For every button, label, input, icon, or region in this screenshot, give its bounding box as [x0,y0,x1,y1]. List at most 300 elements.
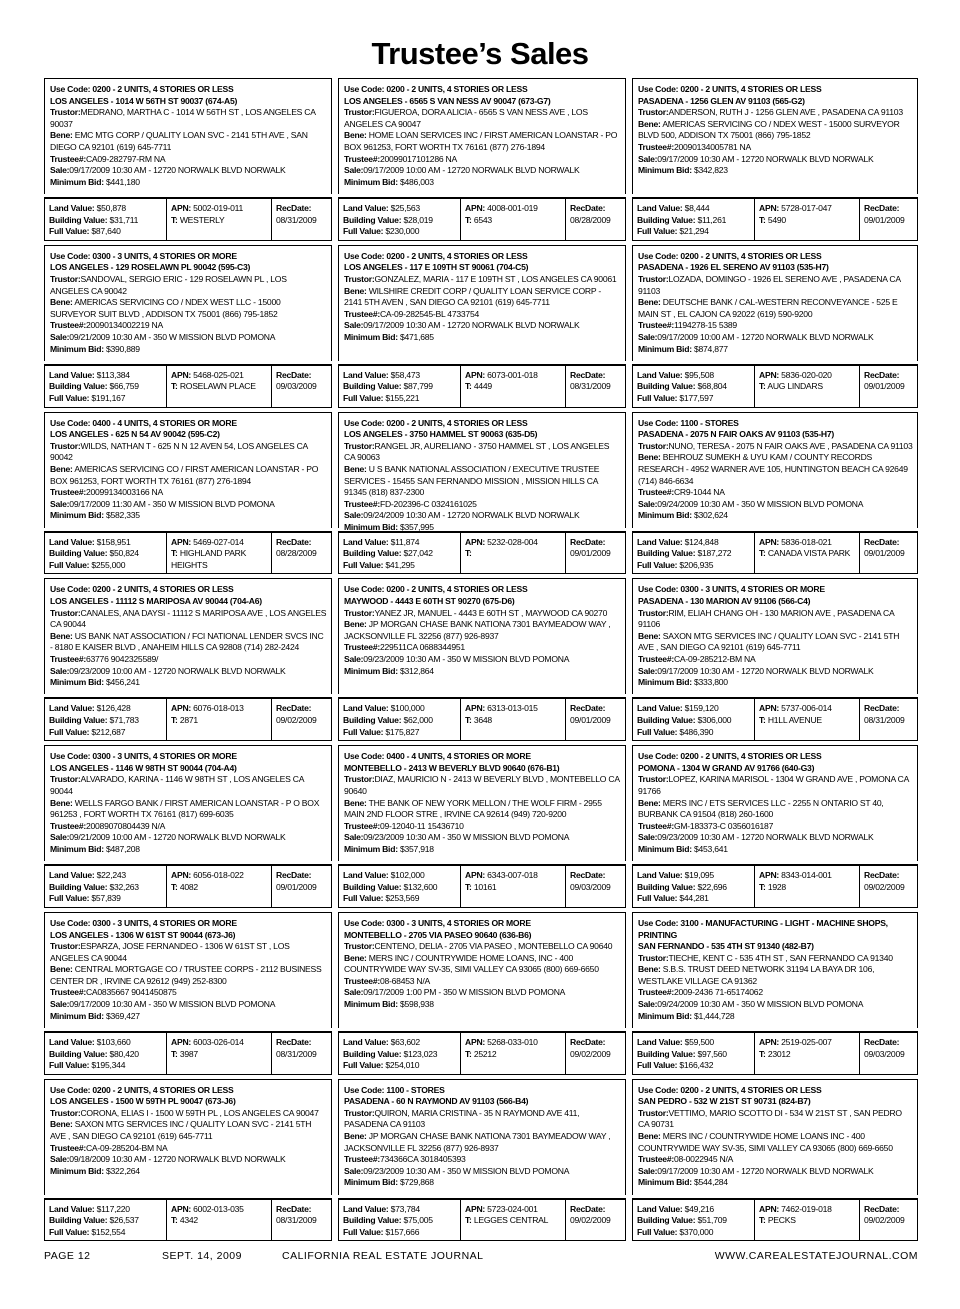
apn-label: APN: [465,369,486,380]
apn-value: 5836-020-020 [781,369,832,380]
property-address: LOS ANGELES - 3750 HAMMEL ST 90063 (635-D5) [344,429,538,440]
full-value [637,893,751,905]
building-value [343,548,457,560]
apn-column [166,199,271,240]
land-value-label: Land Value: [49,870,95,881]
trustee-number-label: Trustee#: [50,987,86,998]
full-value-label: Full Value: [343,726,384,737]
tract-label: T: [465,1048,472,1059]
tract-label: T: [759,1215,766,1226]
tract-label: T: [759,881,766,892]
apn-value: 5737-006-014 [781,703,832,714]
sale-info [344,165,621,177]
apn [465,370,562,382]
page-footer [44,1250,918,1264]
full-value-label: Full Value: [637,1060,678,1071]
listing-details [338,1079,626,1195]
listing-details [338,912,626,1028]
trustee-number [50,154,327,166]
building-value-label: Building Value: [637,214,696,225]
sale-info [344,320,621,332]
tract [759,715,856,727]
trustee-number-label: Trustee#: [638,653,674,664]
apn-label: APN: [759,1036,780,1047]
tract [759,215,856,227]
sale-info-label: Sale: [50,498,70,509]
building-value-label: Building Value: [49,1048,108,1059]
sale-info-label: Sale: [344,653,364,664]
page-title: Trustee’s Sales [371,36,589,71]
trustee-number [638,320,913,332]
beneficiary [344,619,621,642]
minimum-bid-label: Minimum Bid: [638,165,692,176]
recdate-value: 09/02/2009 [276,714,317,725]
trustee-number-value: 229511CA 0688344951 [379,642,465,653]
full-value-value: $212,687 [91,726,126,737]
land-value-label: Land Value: [49,536,95,547]
trustor-label: Trustor: [638,774,669,785]
recdate-label [570,370,622,382]
apn-value: 5002-019-011 [193,203,244,213]
sale-info [344,832,621,844]
building-value-value: $75,005 [403,1215,433,1226]
tract-value: 25212 [473,1048,497,1059]
land-value-value: $49,216 [684,1203,714,1214]
building-value-label: Building Value: [49,548,108,559]
beneficiary-value: CENTRAL MORTGAGE CO / TRUSTEE CORPS - 2112 BUSINESS CENTER DR , IRVINE CA 92612 (949) 252-8300 [50,964,322,986]
sale-info [50,165,327,177]
full-value-value: $175,827 [385,726,420,737]
beneficiary-label: Bene: [638,964,661,975]
full-value-label: Full Value: [343,226,384,237]
minimum-bid-value: $369,427 [105,1010,140,1021]
tract-value: 3987 [179,1048,198,1059]
minimum-bid [638,844,913,856]
full-value-label: Full Value: [343,392,384,403]
values-column [633,199,754,240]
apn-value: 6003-026-014 [193,1036,244,1047]
apn-column [754,533,859,574]
recdate-value: 09/03/2009 [570,881,611,892]
trustor-label: Trustor: [344,774,375,785]
sale-info-value: 09/17/2009 10:00 AM - 12720 NORWALK BLVD NORWALK [657,331,874,342]
valuation-box [338,531,626,575]
land-value [343,1037,457,1049]
sale-info [344,654,621,666]
minimum-bid-value: $390,889 [105,343,140,354]
full-value-value: $230,000 [385,226,420,237]
trustee-number-value: 20090134002219 NA [85,320,163,331]
property-address: LOS ANGELES - 1146 W 98TH ST 90044 (704-A4) [50,762,237,773]
building-value-value: $66,759 [109,381,139,392]
recdate-column [271,366,331,407]
trustor-label: Trustor: [344,1107,375,1118]
trustee-number [344,309,621,321]
recdate-label [570,703,622,715]
trustor [638,274,913,297]
recdate-label-text: RecDate: [570,369,606,380]
apn-value: 6076-018-013 [193,703,244,714]
trustor [50,941,327,964]
beneficiary [344,286,621,309]
values-column [45,366,166,407]
recdate-value: 09/01/2009 [864,548,905,559]
trustor [344,608,621,620]
building-value-value: $68,804 [697,381,727,392]
trustor-label: Trustor: [50,941,81,952]
apn-value: 5723-024-001 [487,1203,538,1214]
sale-info-value: 09/17/2009 10:30 AM - 12720 NORWALK BLVD NORWALK [657,665,874,676]
land-value-label: Land Value: [637,1203,683,1214]
building-value-label: Building Value: [637,881,696,892]
property-address: LOS ANGELES - 1014 W 56TH ST 90037 (674-A5) [50,95,238,106]
apn [171,203,268,215]
recdate-label [864,203,914,215]
listing-card [338,578,626,745]
tract [465,381,562,393]
beneficiary-label: Bene: [344,1131,367,1142]
full-value [49,727,163,739]
listing-details [632,245,918,361]
trustor-value: LOZADA, DOMINGO - 1926 EL SERENO AVE , PASADENA CA 91103 [638,273,901,296]
minimum-bid-value: $453,641 [693,843,728,854]
trustee-number-value: 08-0022945 N/A [673,1154,734,1165]
apn-column [460,366,565,407]
sale-info [638,499,913,511]
apn-value: 8343-014-001 [781,870,832,881]
trustor-label: Trustor: [638,273,669,284]
apn-label: APN: [465,1203,486,1214]
tract-label: T: [465,381,472,392]
valuation-box [44,1031,332,1075]
trustee-number-value: 20099134003166 NA [85,487,163,498]
tract-label: T: [171,1215,178,1226]
land-value-label: Land Value: [343,203,389,213]
property-address: POMONA - 1304 W GRAND AV 91766 (640-G3) [638,762,815,773]
valuation-box [44,531,332,575]
trustor [50,774,327,797]
beneficiary [638,297,913,320]
minimum-bid-label: Minimum Bid: [50,843,104,854]
apn-label: APN: [759,703,780,714]
building-value-value: $187,272 [697,548,732,559]
tract [171,715,268,727]
values-column [339,699,460,740]
trustor [638,441,913,453]
apn-value: 5268-033-010 [487,1036,538,1047]
apn-value: 6056-018-022 [193,870,244,881]
building-value-value: $87,799 [403,381,433,392]
apn-label: APN: [759,203,780,213]
tract [465,215,562,227]
tract-label: T: [759,548,766,559]
full-value [637,226,751,238]
valuation-box [632,864,918,908]
trustor [50,441,327,464]
tract-label: T: [171,381,178,392]
full-value-value: $41,295 [385,559,415,570]
use-code: Use Code: 0200 - 2 UNITS, 4 STORIES OR LESS [50,84,234,94]
trustee-number-value: 20089070804439 N/A [85,820,166,831]
tract-label: T: [759,214,766,225]
land-value-value: $159,120 [684,703,719,714]
recdate-value: 09/01/2009 [570,548,611,559]
trustor-label: Trustor: [50,774,81,785]
apn-label: APN: [465,536,486,547]
minimum-bid-label: Minimum Bid: [50,1010,104,1021]
tract-label: T: [465,714,472,725]
use-code: Use Code: 0300 - 3 UNITS, 4 STORIES OR MORE [344,917,531,928]
tract [171,1049,268,1061]
minimum-bid-value: $357,995 [399,521,434,532]
apn-column [754,199,859,240]
full-value [49,1060,163,1072]
apn-column [166,1200,271,1241]
sale-info-label: Sale: [638,1165,658,1176]
use-code: Use Code: 0200 - 2 UNITS, 4 STORIES OR LESS [638,250,822,261]
trustor-value: CENTENO, DELIA - 2705 VIA PASEO , MONTEBELLO CA 90640 [374,941,613,952]
building-value [637,548,751,560]
tract-label: T: [759,1048,766,1059]
building-value [637,1215,751,1227]
minimum-bid-value: $302,624 [693,510,728,521]
trustor-label: Trustor: [344,107,375,118]
full-value-value: $191,167 [91,392,126,403]
beneficiary [638,1131,913,1154]
beneficiary-value: MERS INC / ETS SERVICES LLC - 2255 N ONTARIO ST 40, BURBANK CA 91504 (818) 260-1600 [638,797,884,820]
minimum-bid-value: $456,241 [105,677,140,688]
beneficiary [50,297,327,320]
apn-label: APN: [171,1203,192,1214]
recdate-value: 09/01/2009 [864,381,905,392]
beneficiary [638,119,913,142]
building-value-label: Building Value: [637,381,696,392]
trustor-value: CORONA, ELIAS I - 1500 W 59TH PL , LOS ANGELES CA 90047 [80,1107,319,1118]
full-value [637,1227,751,1239]
beneficiary-label: Bene: [50,964,73,975]
recdate-label-text: RecDate: [570,1203,606,1214]
sale-info [50,832,327,844]
building-value-label: Building Value: [49,714,108,725]
sale-info [50,1154,327,1166]
trustor [638,1108,913,1131]
valuation-box [632,1198,918,1242]
footer-website-link[interactable]: WWW.CAREALESTATEJOURNAL.COM [714,1250,918,1262]
minimum-bid [638,1177,913,1189]
beneficiary [344,953,621,976]
trustor [344,107,621,130]
recdate-column [859,699,917,740]
recdate-value: 09/02/2009 [864,1215,905,1226]
sale-info-value: 09/23/2009 10:30 AM - 350 W MISSION BLVD POMONA [363,832,570,843]
property-address: SAN FERNANDO - 535 4TH ST 91340 (482-B7) [638,941,814,952]
building-value-label: Building Value: [343,881,402,892]
full-value-label: Full Value: [637,1226,678,1237]
tract [171,548,268,571]
listing-details [338,245,626,361]
sale-info [638,154,913,166]
recdate-value: 08/31/2009 [864,714,905,725]
apn-column [754,366,859,407]
sale-info-label: Sale: [344,510,364,521]
apn-column [754,1200,859,1241]
minimum-bid-label: Minimum Bid: [638,843,692,854]
tract-value: HIGHLAND PARK HEIGHTS [171,548,247,570]
trustee-number-value: 20090134005781 NA [673,141,751,152]
tract [465,715,562,727]
building-value [343,381,457,393]
apn-label: APN: [171,369,192,380]
recdate-label-text: RecDate: [570,203,606,213]
recdate-label-text: RecDate: [570,536,606,547]
building-value-value: $31,711 [109,214,139,225]
land-value-value: $63,602 [390,1036,420,1047]
full-value-label: Full Value: [49,226,90,237]
use-code: Use Code: 3100 - MANUFACTURING - LIGHT - MACHINE SHOPS, PRINTING [638,917,888,940]
values-column [45,199,166,240]
values-column [45,699,166,740]
minimum-bid-label: Minimum Bid: [50,176,104,187]
use-code: Use Code: 0200 - 2 UNITS, 4 STORIES OR LESS [638,1084,822,1095]
trustor [50,608,327,631]
land-value [49,537,163,549]
full-value-value: $152,554 [91,1226,126,1237]
listing-card [632,912,918,1079]
apn [759,1204,856,1216]
beneficiary-label: Bene: [638,118,661,129]
recdate-column [859,1033,917,1074]
values-column [339,366,460,407]
listing-details [632,412,918,528]
beneficiary [638,631,913,654]
beneficiary-label: Bene: [50,297,73,308]
property-address: LOS ANGELES - 11112 S MARIPOSA AV 90044 (704-A6) [50,595,262,606]
valuation-box [632,697,918,741]
full-value [49,1227,163,1239]
tract-label: T: [171,881,178,892]
building-value [49,715,163,727]
trustee-number-label: Trustee#: [50,153,86,164]
sale-info-label: Sale: [638,331,658,342]
tract [759,1049,856,1061]
building-value-value: $71,783 [109,714,139,725]
listing-details [632,578,918,694]
tract-value: LEGGES CENTRAL [473,1215,549,1226]
recdate-label-text: RecDate: [570,870,606,881]
minimum-bid-label: Minimum Bid: [344,999,398,1010]
recdate-value: 09/03/2009 [276,381,317,392]
apn [171,370,268,382]
tract-label: T: [465,548,472,559]
land-value-label: Land Value: [49,1036,95,1047]
land-value-label: Land Value: [49,203,95,213]
building-value-label: Building Value: [49,381,108,392]
use-code: Use Code: 0200 - 2 UNITS, 4 STORIES OR LESS [50,1084,234,1095]
tract-value: 4449 [473,381,492,392]
full-value [637,727,751,739]
trustor-label: Trustor: [638,952,669,963]
values-column [45,1200,166,1241]
building-value-value: $11,261 [697,214,727,225]
property-address: MAYWOOD - 4443 E 60TH ST 90270 (675-D6) [344,595,515,606]
trustor-value: TIECHE, KENT C - 535 4TH ST , SAN FERNANDO CA 91340 [668,952,893,963]
land-value-label: Land Value: [343,1036,389,1047]
recdate-column [565,366,625,407]
full-value [343,393,457,405]
full-value-value: $21,294 [679,226,709,237]
beneficiary-value: BEHROUZ SUMEKH & UYU KAM / COUNTY RECORDS RESEARCH - 4952 WARNER AVE 105, HUNTINGTON BEACH CA 92649 (714) 846-6634 [638,452,908,486]
trustor-value: DIAZ, MAURICIO N - 2413 W BEVERLY BLVD , MONTEBELLO CA 90640 [344,774,620,796]
full-value-label: Full Value: [49,1226,90,1237]
apn-value: 6073-001-018 [487,369,538,380]
listing-details [338,578,626,694]
building-value-value: $26,537 [109,1215,139,1226]
recdate-value: 08/31/2009 [276,214,317,225]
land-value-label: Land Value: [343,1203,389,1214]
trustor [638,774,913,797]
land-value [637,203,751,215]
trustee-number [50,1143,327,1155]
property-address: LOS ANGELES - 1500 W 59TH PL 90047 (673-J6) [50,1096,236,1107]
listing-details [632,78,918,194]
trustee-number-value: CR9-1044 NA [673,487,725,498]
trustee-number-value: 20099017101286 NA [379,153,457,164]
sale-info-label: Sale: [344,987,364,998]
trustee-number-label: Trustee#: [638,1154,674,1165]
property-address: LOS ANGELES - 1306 W 61ST ST 90044 (673-J6) [50,929,236,940]
building-value-value: $27,042 [403,548,433,559]
apn-value: 7462-019-018 [781,1203,832,1214]
recdate-label-text: RecDate: [570,1036,606,1047]
tract-value: 5490 [767,214,786,225]
recdate-label-text: RecDate: [864,1036,900,1047]
minimum-bid-label: Minimum Bid: [638,510,692,521]
beneficiary [50,464,327,487]
beneficiary-label: Bene: [50,797,73,808]
listings-grid [44,78,918,1237]
recdate-label [864,1037,914,1049]
beneficiary-label: Bene: [638,1131,661,1142]
land-value-label: Land Value: [343,870,389,881]
building-value [343,715,457,727]
sale-info-label: Sale: [50,1154,70,1165]
valuation-box [338,1031,626,1075]
tract-value: 23012 [767,1048,791,1059]
sale-info-label: Sale: [50,665,70,676]
values-column [633,866,754,907]
trustee-number-value: 08-68453 N/A [379,975,430,986]
use-code: Use Code: 0300 - 3 UNITS, 4 STORIES OR MORE [50,250,237,261]
recdate-label-text: RecDate: [276,703,312,714]
minimum-bid [344,999,621,1011]
recdate-label [276,703,328,715]
tract-value: CANADA VISTA PARK [767,548,851,559]
beneficiary-value: MERS INC / COUNTRYWIDE HOME LOANS, INC - 400 COUNTRYWIDE WAY SV-35, SIMI VALLEY CA 93065 (800) 669-6650 [344,952,599,975]
sale-info-value: 09/23/2009 10:30 AM - 12720 NORWALK BLVD NORWALK [657,832,874,843]
sale-info-label: Sale: [344,1165,364,1176]
trustee-number [344,821,621,833]
land-value [343,870,457,882]
recdate-label [570,537,622,549]
listing-card [44,1079,332,1246]
building-value-label: Building Value: [49,881,108,892]
full-value-label: Full Value: [637,392,678,403]
tract-label: T: [171,1048,178,1059]
recdate-label [276,370,328,382]
listing-card [632,78,918,245]
beneficiary-value: SAXON MTG SERVICES INC / QUALITY LOAN SVC - 2141 5TH AVE , SAN DIEGO CA 92101 (619) 645-7711 [50,1119,312,1142]
values-column [339,1033,460,1074]
